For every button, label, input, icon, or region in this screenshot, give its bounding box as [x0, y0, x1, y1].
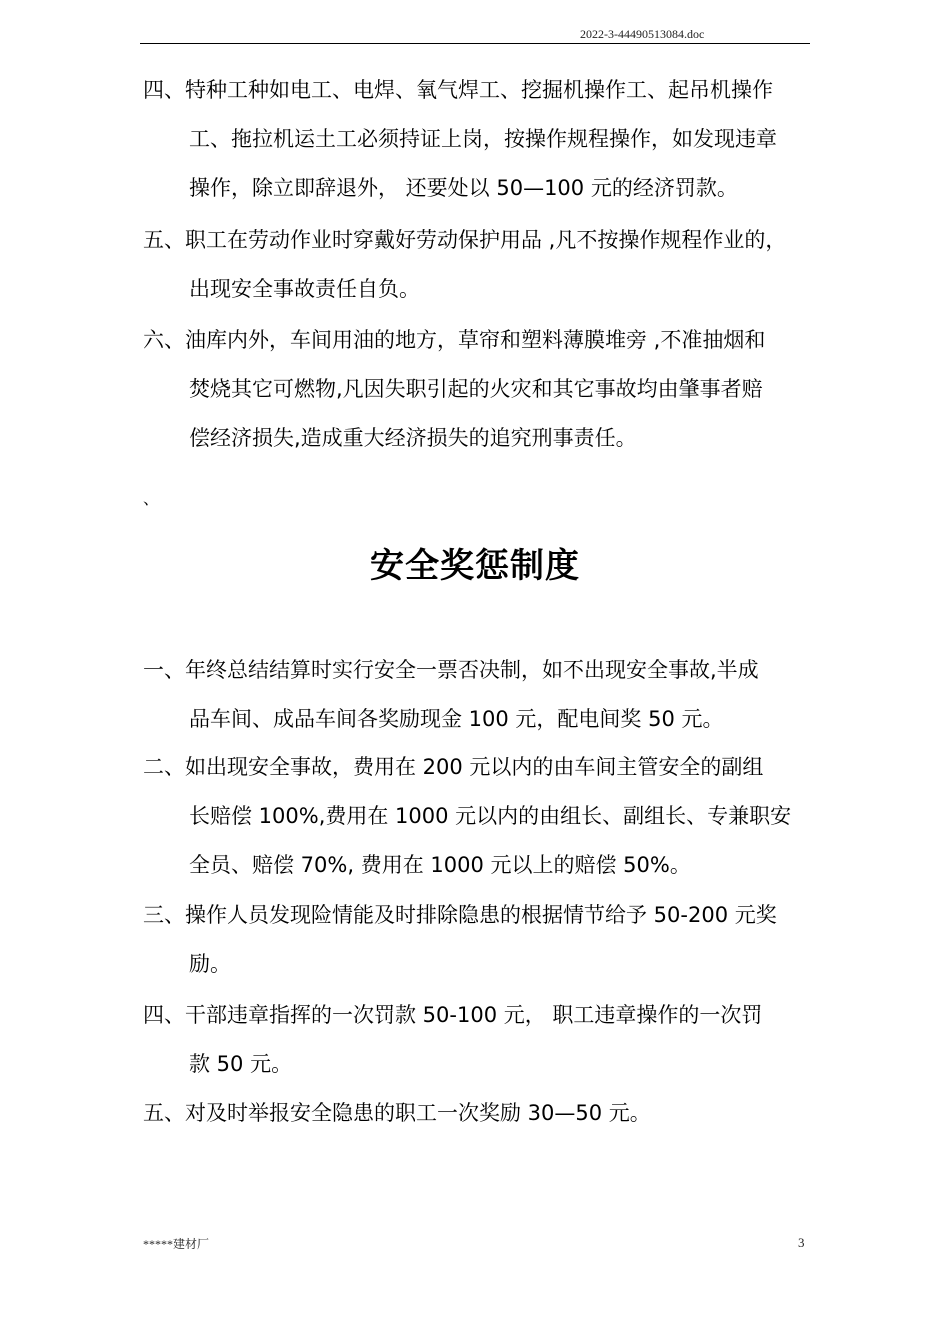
footer-company: *****建材厂 [143, 1237, 210, 1251]
clause-line: 五、职工在劳动作业时穿戴好劳动保护用品 ,凡不按操作规程作业的， [143, 228, 787, 252]
clause-line: 全员、赔偿 70%, 费用在 1000 元以上的赔偿 50%。 [189, 853, 691, 877]
clause-3-hazard-reward [143, 891, 823, 989]
page-number: 3 [798, 1235, 805, 1250]
header-filename: 2022-3-44490513084.doc [580, 27, 705, 41]
clause-line: 六、油库内外，车间用油的地方，草帘和塑料薄膜堆旁 ,不准抽烟和 [143, 328, 766, 352]
clause-1-annual-veto [143, 646, 823, 744]
clause-4-violation-fines [143, 991, 823, 1089]
clause-line: 长赔偿 100%,费用在 1000 元以内的由组长、副组长、专兼职安 [189, 804, 792, 828]
clause-line: 偿经济损失,造成重大经济损失的追究刑事责任。 [189, 426, 637, 450]
clause-line: 焚烧其它可燃物,凡因失职引起的火灾和其它事故均由肇事者赔 [189, 377, 763, 401]
clause-line: 二、如出现安全事故，费用在 200 元以内的由车间主管安全的副组 [143, 755, 764, 779]
clause-5-report-reward [143, 1089, 823, 1138]
clause-line: 操作，除立即辞退外， 还要处以 50—100 元的经济罚款。 [189, 176, 738, 200]
clause-line: 励。 [189, 952, 231, 976]
trailing-mark: 、 [143, 489, 160, 508]
clause-line: 四、特种工种如电工、电焊、氧气焊工、挖掘机操作工、起吊机操作 [143, 78, 773, 102]
clause-line: 品车间、成品车间各奖励现金 100 元，配电间奖 50 元。 [189, 707, 724, 731]
section-title: 安全奖惩制度 [370, 546, 580, 586]
clause-6-fire-safety [143, 316, 823, 463]
clause-line: 出现安全事故责任自负。 [189, 277, 420, 301]
header-rule [140, 43, 810, 44]
clause-line: 款 50 元。 [189, 1052, 293, 1076]
clause-line: 四、干部违章指挥的一次罚款 50-100 元， 职工违章操作的一次罚 [143, 1003, 763, 1027]
clause-line: 一、年终总结结算时实行安全一票否决制，如不出现安全事故,半成 [143, 658, 759, 682]
clause-line: 工、拖拉机运土工必须持证上岗，按操作规程操作，如发现违章 [189, 127, 777, 151]
clause-line: 三、操作人员发现险情能及时排除隐患的根据情节给予 50-200 元奖 [143, 903, 777, 927]
clause-line: 五、对及时举报安全隐患的职工一次奖励 30—50 元。 [143, 1101, 651, 1125]
clause-5-protective-gear [143, 216, 823, 314]
clause-4-special-trades [143, 66, 823, 213]
clause-2-accident-compensation [143, 743, 823, 890]
